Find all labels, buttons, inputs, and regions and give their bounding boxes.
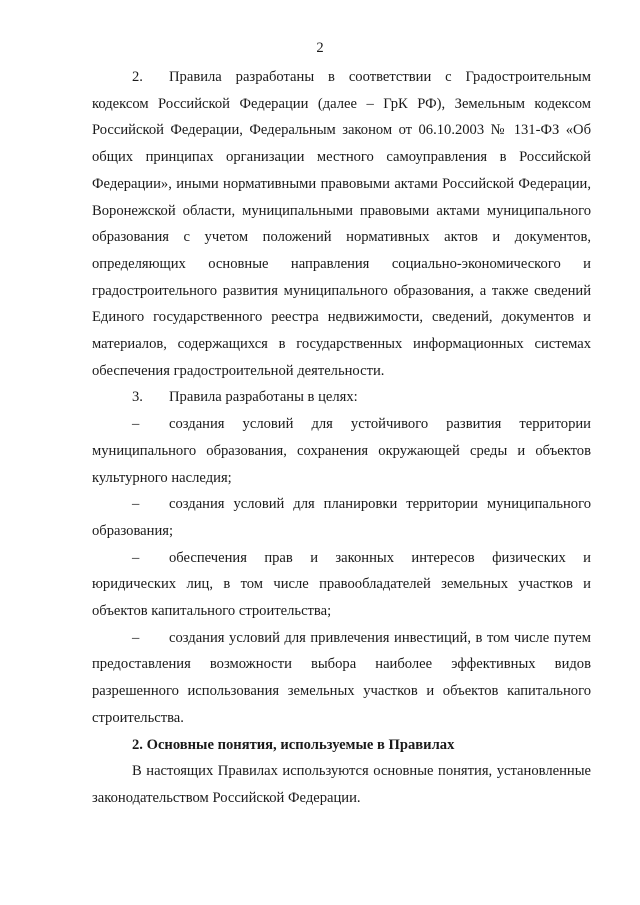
paragraph-item-3 — [92, 384, 591, 411]
document-body — [92, 64, 591, 812]
item-number: 3. — [132, 389, 143, 406]
paragraph-item-2 — [92, 64, 591, 384]
goal-item-3 — [92, 545, 591, 625]
section-heading: 2. Основные понятия, используемые в Правилах — [132, 736, 455, 753]
goal-item-1 — [92, 411, 591, 491]
goal-text: создания условий для устойчивого развития территории муниципального образования, сохранения окружающей среды и объектов культурного наследия; — [92, 416, 591, 486]
paragraph-text: Правила разработаны в соответствии с Градостроительным кодексом Российской Федерации (далее – ГрК РФ), Земельным кодексом Российской Федерации, Федеральным законом от 06.10.2003 № 131-ФЗ «Об общих принципах организации местного самоуправления в Российской Федерации», иными нормативными правовыми актами Российской Федерации, Воронежской области, муниципальными правовыми актами муниципального образования с учетом положений нормативных актов и документов, определяющих основные направления социально-экономического и градостроительного развития муниципального образования, а также сведений Единого государственного реестра недвижимости, сведений, документов и материалов, содержащихся в государственных информационных системах обеспечения градостроительной деятельности. — [92, 69, 591, 379]
list-dash: – — [132, 549, 140, 566]
section-2-paragraph: В настоящих Правилах используются основные понятия, установленные законодательством Российской Федерации. — [92, 763, 591, 806]
page-number: 2 — [316, 40, 324, 56]
list-dash: – — [132, 629, 140, 646]
item-number: 2. — [132, 69, 143, 85]
goal-item-2 — [92, 491, 591, 544]
goal-item-4 — [92, 625, 591, 732]
goal-text: создания условий для привлечения инвестиций, в том числе путем предоставления возможности выбора наиболее эффективных видов разрешенного использования земельных участков и объектов капитального строительства. — [92, 629, 591, 726]
paragraph-text: Правила разработаны в целях: — [169, 389, 358, 406]
goal-text: создания условий для планировки территории муниципального образования; — [92, 496, 591, 539]
list-dash: – — [132, 416, 140, 433]
goal-text: обеспечения прав и законных интересов физических и юридических лиц, в том числе правообладателей земельных участков и объектов капитального строительства; — [92, 549, 591, 620]
list-dash: – — [132, 496, 140, 513]
